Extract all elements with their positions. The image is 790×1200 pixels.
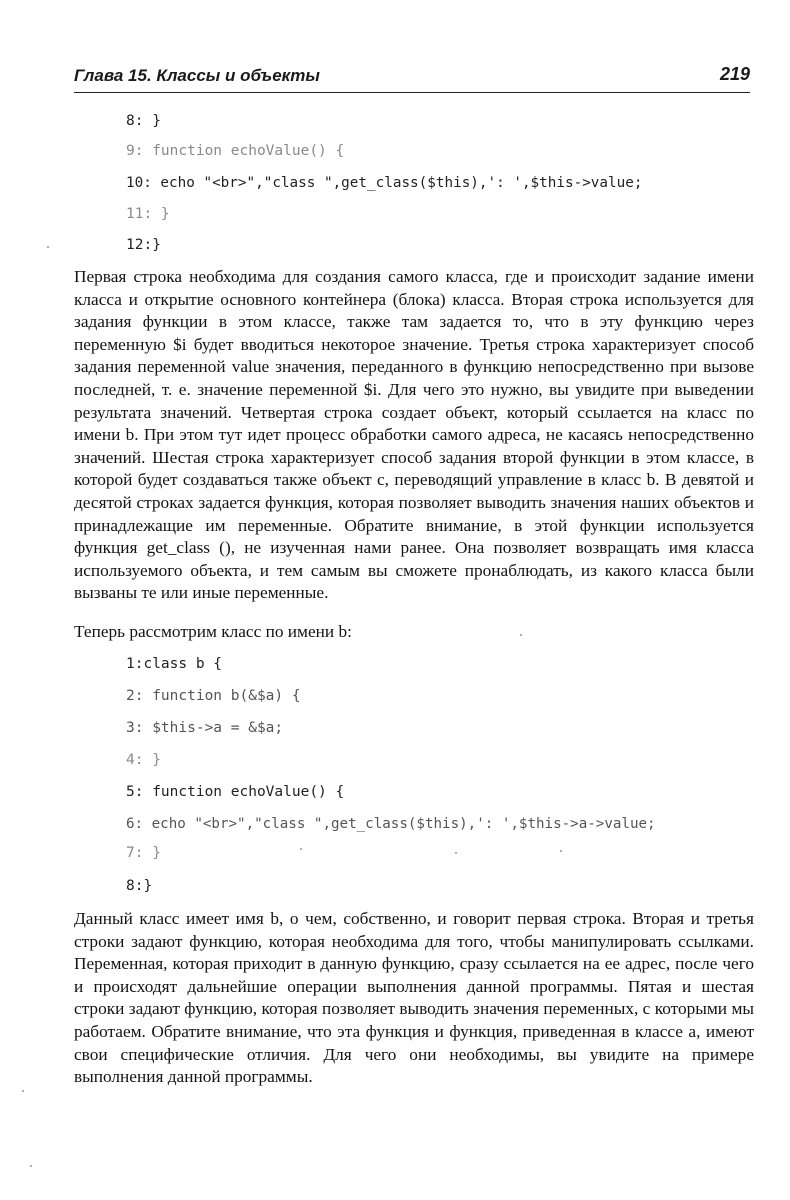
page-number: 219 (719, 64, 750, 84)
code-line: 5: function echoValue() { (126, 784, 345, 800)
code-line: 6: echo "<br>","class ",get_class($this),': ',$this->a->value; (126, 816, 656, 832)
code-line: 9: function echoValue() { (126, 143, 345, 159)
chapter-title: Глава 15. Классы и объекты (74, 66, 320, 85)
scan-speck (47, 246, 49, 248)
body-paragraph: Первая строка необходима для создания самого класса, где и происходит задание имени класса и открытие основного контейнера (блока) класса. Вторая строка используется для задания функции в этом классе, также там задается то, что в эту функцию через переменную $i будет вводиться некоторое значение. Третья строка характеризует способ задания переменной value значения, переданного в функцию непосредственно при вызове последней, т. е. значение переменной $i. Для чего это нужно, вы увидите при выведении результата значений. Четвертая строка создает объект, который ссылается на класс по имени b. При этом тут идет процесс обработки самого адреса, не касаясь непосредственно значений. Шестая строка характеризует способ задания второй функции в этом классе, в которой будет создаваться также объект с, переводящий управление в класс b. В девятой и десятой строках задается функция, которая позволяет выводить значения наших объектов и принадлежащие им переменные. Обратите внимание, в этой функции используется функция get_class (), не изученная нами ранее. Она позволяет возвращать имя класса используемого объекта, и тем самым вы сможете пронаблюдать, из какого класса были вызваны те или иные переменные. (74, 267, 754, 603)
code-line: 2: function b(&$a) { (126, 688, 301, 704)
code-line: 3: $this->a = &$a; (126, 720, 284, 736)
scan-speck (520, 634, 522, 636)
scan-speck (30, 1165, 32, 1167)
code-line: 10: echo "<br>","class ",get_class($this),': ',$this->value; (126, 175, 643, 191)
body-paragraph: Данный класс имеет имя b, о чем, собственно, и говорит первая строка. Вторая и третья строки задают функцию, которая необходима для того, чтобы манипулировать ссылками. Переменная, которая приходит в данную функцию, сразу ссылается на ее адрес, после чего и происходят дальнейшие операции выполнения данной программы. Пятая и шестая строки задают функцию, которая позволяет выводить значения переменных, с которыми мы работаем. Обратите внимание, что эта функция и функция, приведенная в классе а, имеют свои специфические отличия. Для чего они необходимы, вы увидите на примере выполнения данной программы. (74, 909, 754, 1087)
body-paragraph: Теперь рассмотрим класс по имени b: (74, 622, 352, 641)
page-header (74, 64, 750, 93)
scan-speck (300, 848, 302, 850)
code-line: 4: } (126, 752, 161, 768)
code-line: 7: } (126, 845, 161, 861)
code-line: 12:} (126, 237, 161, 253)
code-line: 1:class b { (126, 656, 223, 672)
scan-speck (22, 1090, 24, 1092)
code-line: 11: } (126, 206, 170, 222)
scan-speck (560, 850, 562, 852)
code-line: 8: } (126, 113, 161, 129)
scan-speck (455, 852, 457, 854)
code-line: 8:} (126, 878, 153, 894)
